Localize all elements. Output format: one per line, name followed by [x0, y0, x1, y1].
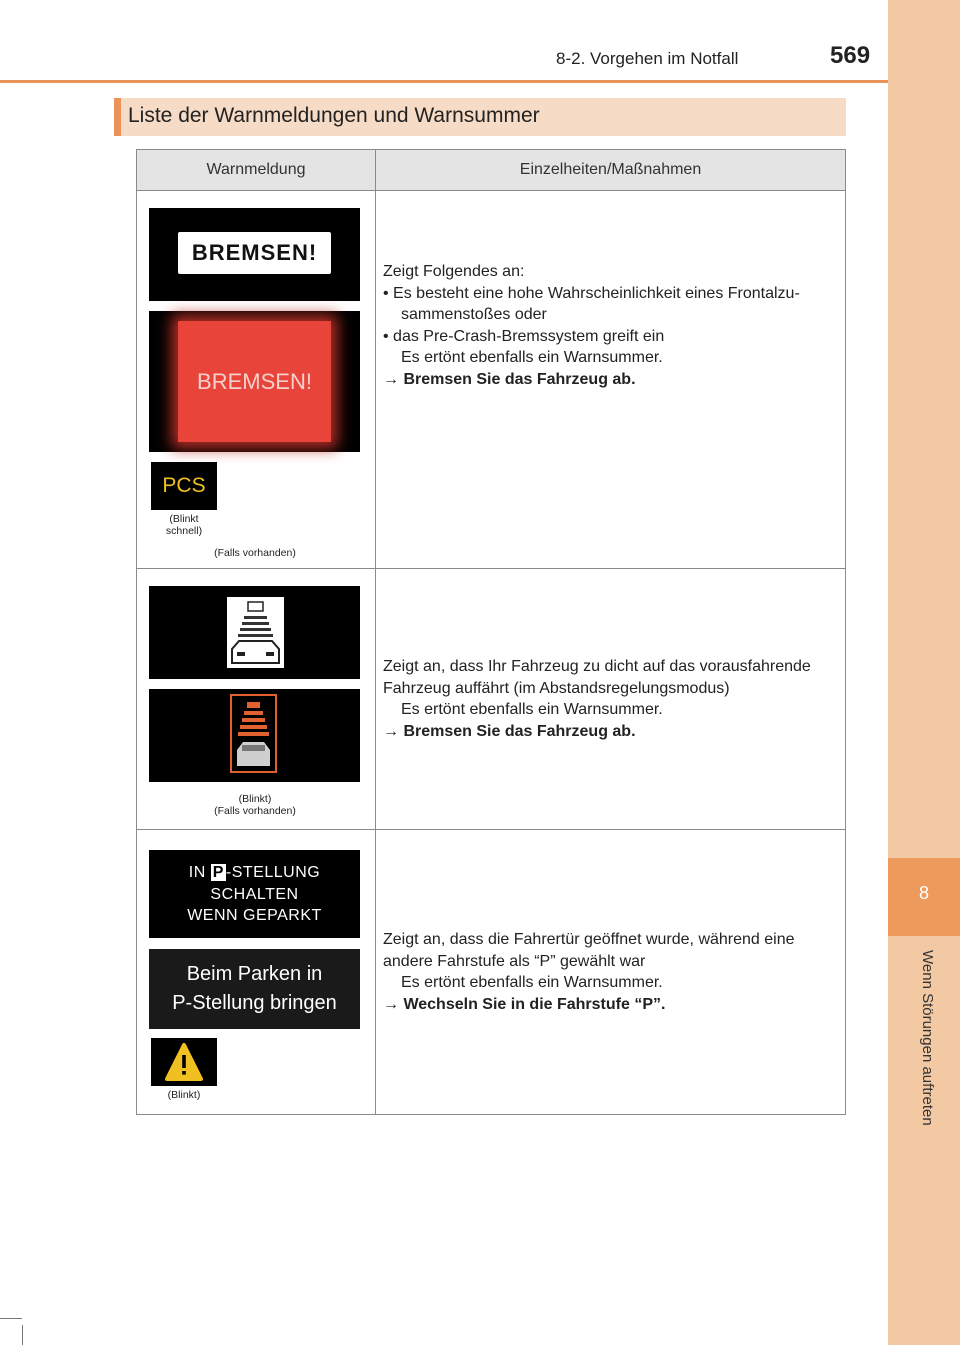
section-title: Liste der Warnmeldungen und Warnsummer	[128, 104, 540, 127]
chapter-number: 8	[918, 883, 929, 903]
brake-text: BREMSEN!	[191, 240, 318, 265]
pcs-caption-line2: schnell)	[165, 525, 203, 537]
park-message-line3: WENN GEPARKT	[187, 907, 322, 924]
following-distance-icon	[227, 597, 284, 668]
action-text: → Wechseln Sie in die Fahrstufe “P”.	[383, 995, 666, 1013]
crop-mark	[22, 1325, 23, 1345]
col-header-details: Einzelheiten/Maßnahmen	[376, 150, 846, 191]
pcs-caption	[151, 513, 217, 537]
distance-warning-panel	[149, 586, 360, 679]
pcs-indicator	[151, 462, 217, 510]
warning-images	[137, 830, 376, 1115]
blink-caption-line1: (Blinkt)	[238, 793, 272, 805]
blink-caption	[137, 793, 373, 817]
park-text-pre: IN	[188, 864, 211, 881]
warning-images	[137, 569, 376, 830]
blink-caption-line2: (Falls vorhanden)	[214, 805, 296, 817]
park-message-panel-alt	[149, 949, 360, 1029]
table-row	[137, 191, 846, 569]
page-number: 569	[830, 42, 871, 69]
warning-details	[376, 569, 846, 830]
header-section-title: 8-2. Vorgehen im Notfall	[556, 49, 739, 68]
action-text: → Bremsen Sie das Fahrzeug ab.	[383, 722, 636, 740]
section-heading	[114, 98, 846, 136]
brake-alert-panel	[149, 311, 360, 452]
warning-details	[376, 830, 846, 1115]
park-message-line1	[149, 862, 360, 884]
table-row	[137, 830, 846, 1115]
brake-alert-text: BREMSEN!	[197, 369, 312, 394]
brake-red-box	[178, 321, 331, 442]
pcs-caption-line1: (Blinkt	[169, 513, 199, 525]
warning-triangle-indicator	[151, 1038, 217, 1086]
park-alt-line1: Beim Parken in	[186, 963, 323, 985]
chapter-title: Wenn Störungen auftreten	[919, 950, 936, 1126]
chapter-tab[interactable]	[888, 858, 960, 936]
availability-caption: (Falls vorhanden)	[214, 547, 296, 559]
col-header-warning: Warnmeldung	[137, 150, 376, 191]
buzzer-note: Es ertönt ebenfalls ein Warnsummer.	[401, 349, 663, 366]
p-gear-icon: P	[212, 864, 224, 881]
details-text: Zeigt an, dass Ihr Fahrzeug zu dicht auf das vorausfahrende Fahrzeug auffährt (im Abstandsregelungsmodus)	[383, 658, 811, 697]
section-accent	[114, 98, 121, 136]
park-message-line2: SCHALTEN	[210, 885, 299, 903]
park-alt-line2: P-Stellung bringen	[172, 992, 337, 1014]
warning-details	[376, 191, 846, 569]
buzzer-note: Es ertönt ebenfalls ein Warnsummer.	[401, 974, 663, 991]
crop-mark	[0, 1318, 22, 1319]
warning-images	[137, 191, 376, 569]
buzzer-note: Es ertönt ebenfalls ein Warnsummer.	[401, 701, 663, 718]
brake-label-box	[178, 232, 331, 274]
table-header-row	[137, 150, 846, 191]
table-row	[137, 569, 846, 830]
close-distance-icon	[230, 694, 277, 773]
warning-table	[136, 149, 846, 1115]
warning-icon	[151, 1038, 217, 1086]
header-rule	[0, 80, 888, 83]
distance-alert-panel	[149, 689, 360, 782]
chapter-sidebar	[888, 0, 960, 1345]
warn-caption: (Blinkt)	[167, 1089, 201, 1101]
park-message-panel	[149, 850, 360, 938]
details-intro: Zeigt Folgendes an:	[383, 263, 525, 280]
action-text: → Bremsen Sie das Fahrzeug ab.	[383, 370, 636, 388]
pcs-icon: PCS	[162, 474, 206, 497]
park-text-post: -STELLUNG	[225, 864, 321, 881]
details-text: Zeigt an, dass die Fahrertür geöffnet wurde, während eine andere Fahrstufe als “P” gewählt war	[383, 931, 795, 970]
details-bullet: • Es besteht eine hohe Wahrscheinlichkeit eines Frontalzu-sammenstoßes oder	[383, 284, 800, 323]
details-bullet: • das Pre-Crash-Bremssystem greift ein	[383, 327, 665, 345]
brake-message-panel	[149, 208, 360, 301]
